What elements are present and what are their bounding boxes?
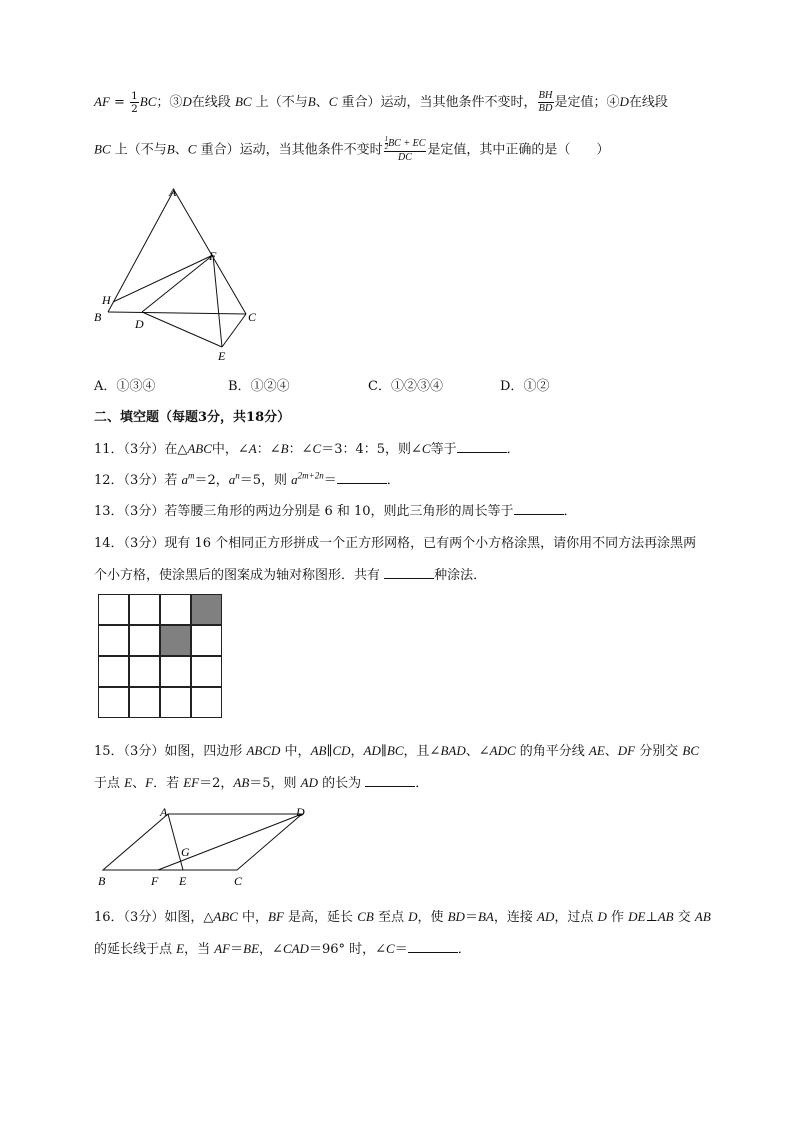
label-h: H (102, 293, 111, 307)
q10-option-b[interactable]: B．①②④ (228, 379, 290, 394)
grid-cell (129, 687, 160, 718)
q15-parallelogram-figure (90, 800, 320, 892)
answer-blank[interactable] (514, 502, 564, 515)
question-15-line2: 于点 E、F．若 EF＝2，AB＝5，则 AD 的长为 ． (94, 775, 429, 791)
question-14-line1: 14．（3分）现有 16 个相同正方形拼成一个正方形网格，已有两个小方格涂黑，请你用不同方法再涂黑两 (94, 536, 697, 551)
fraction-bc-ec-dc: $\frac{1}{2}$ BC + EC DC (384, 135, 426, 163)
grid-cell (191, 625, 222, 656)
question-16-line1: 16．（3分）如图，△ABC 中，BF 是高，延长 CB 至点 D，使 BD＝BA，连接 AD，过点 D 作 DE⊥AB 交 AB (94, 909, 711, 925)
grid-cell (98, 625, 129, 656)
grid-cell (191, 656, 222, 687)
segment-fe (213, 255, 222, 347)
question-13: 13．（3分）若等腰三角形的两边分别是 6 和 10，则此三角形的周长等于 ． (94, 504, 577, 519)
grid-cell (129, 625, 160, 656)
label-d: D (135, 317, 144, 331)
q10-triangle-figure (88, 180, 268, 365)
q10-line1: AF = $\frac{1}{2}$ BC；③D在线段 BC 上（不与B、C 重合）运动，当其他条件不变时， $\frac{BH}{BD}$ 是定值；④D在线段 (94, 90, 668, 115)
grid-cell (191, 687, 222, 718)
segment-df (158, 814, 302, 870)
grid-cell-shaded (160, 625, 191, 656)
q10-option-a[interactable]: A．①③④ (94, 379, 156, 394)
grid-cell (160, 656, 191, 687)
label-d: D (296, 805, 305, 819)
label-a: A (169, 185, 177, 199)
answer-blank[interactable] (365, 774, 415, 787)
q10-line2: BC 上（不与B、C 重合）运动，当其他条件不变时 $\frac{1}{2}$ BC + EC DC 是定值，其中正确的是（ ） (94, 135, 610, 163)
grid-cell (160, 594, 191, 625)
label-e: E (179, 874, 187, 888)
q10-option-c[interactable]: C．①②③④ (368, 379, 443, 394)
answer-blank[interactable] (457, 440, 507, 453)
grid-cell (129, 656, 160, 687)
section-heading-fill-in: 二、填空题（每题3分，共18分） (94, 410, 291, 425)
grid-cell (98, 656, 129, 687)
label-b: B (98, 874, 106, 888)
question-14-line2: 个小方格，使涂黑后的图案成为轴对称图形．共有 种涂法． (94, 568, 487, 583)
answer-blank[interactable] (408, 940, 458, 953)
grid-cell (98, 594, 129, 625)
label-c: C (248, 310, 257, 324)
label-b: B (94, 310, 102, 324)
square-grid-4x4 (98, 594, 224, 720)
fraction-half: $\frac{1}{2}$ (131, 90, 138, 115)
question-11: 11．（3分）在△ABC中，∠A：∠B：∠C＝3：4：5，则∠C等于 ． (94, 441, 520, 457)
question-15-line1: 15．（3分）如图，四边形 ABCD 中，AB∥CD，AD∥BC，且∠BAD、∠ADC 的角平分线 AE、DF 分别交 BC (94, 743, 700, 759)
grid-cell (160, 687, 191, 718)
parallelogram-abcd (103, 814, 302, 870)
question-12: 12．（3分）若 $a^m=2$，$a^n=5$，则 $a^{2m+2n}=$ ． (94, 470, 400, 488)
label-g: G (181, 845, 190, 859)
grid-cell (98, 687, 129, 718)
label-f: F (151, 874, 159, 888)
grid-cell (129, 594, 160, 625)
answer-blank[interactable] (384, 566, 434, 579)
fraction-bh-bd: $\frac{BH}{BD}$ (538, 90, 553, 114)
label-f: F (209, 249, 217, 263)
q10-option-d[interactable]: D．①② (500, 379, 550, 394)
grid-cell-shaded (191, 594, 222, 625)
segment-ec (222, 314, 246, 347)
question-16-line2: 的延长线于点 E，当 AF＝BE，∠CAD＝96° 时，∠C＝ ． (94, 941, 471, 957)
segment-de (142, 312, 222, 347)
segment-bc (108, 312, 246, 314)
label-e: E (218, 349, 226, 363)
label-c: C (234, 874, 243, 888)
label-a: A (160, 805, 168, 819)
answer-blank[interactable] (337, 471, 387, 484)
